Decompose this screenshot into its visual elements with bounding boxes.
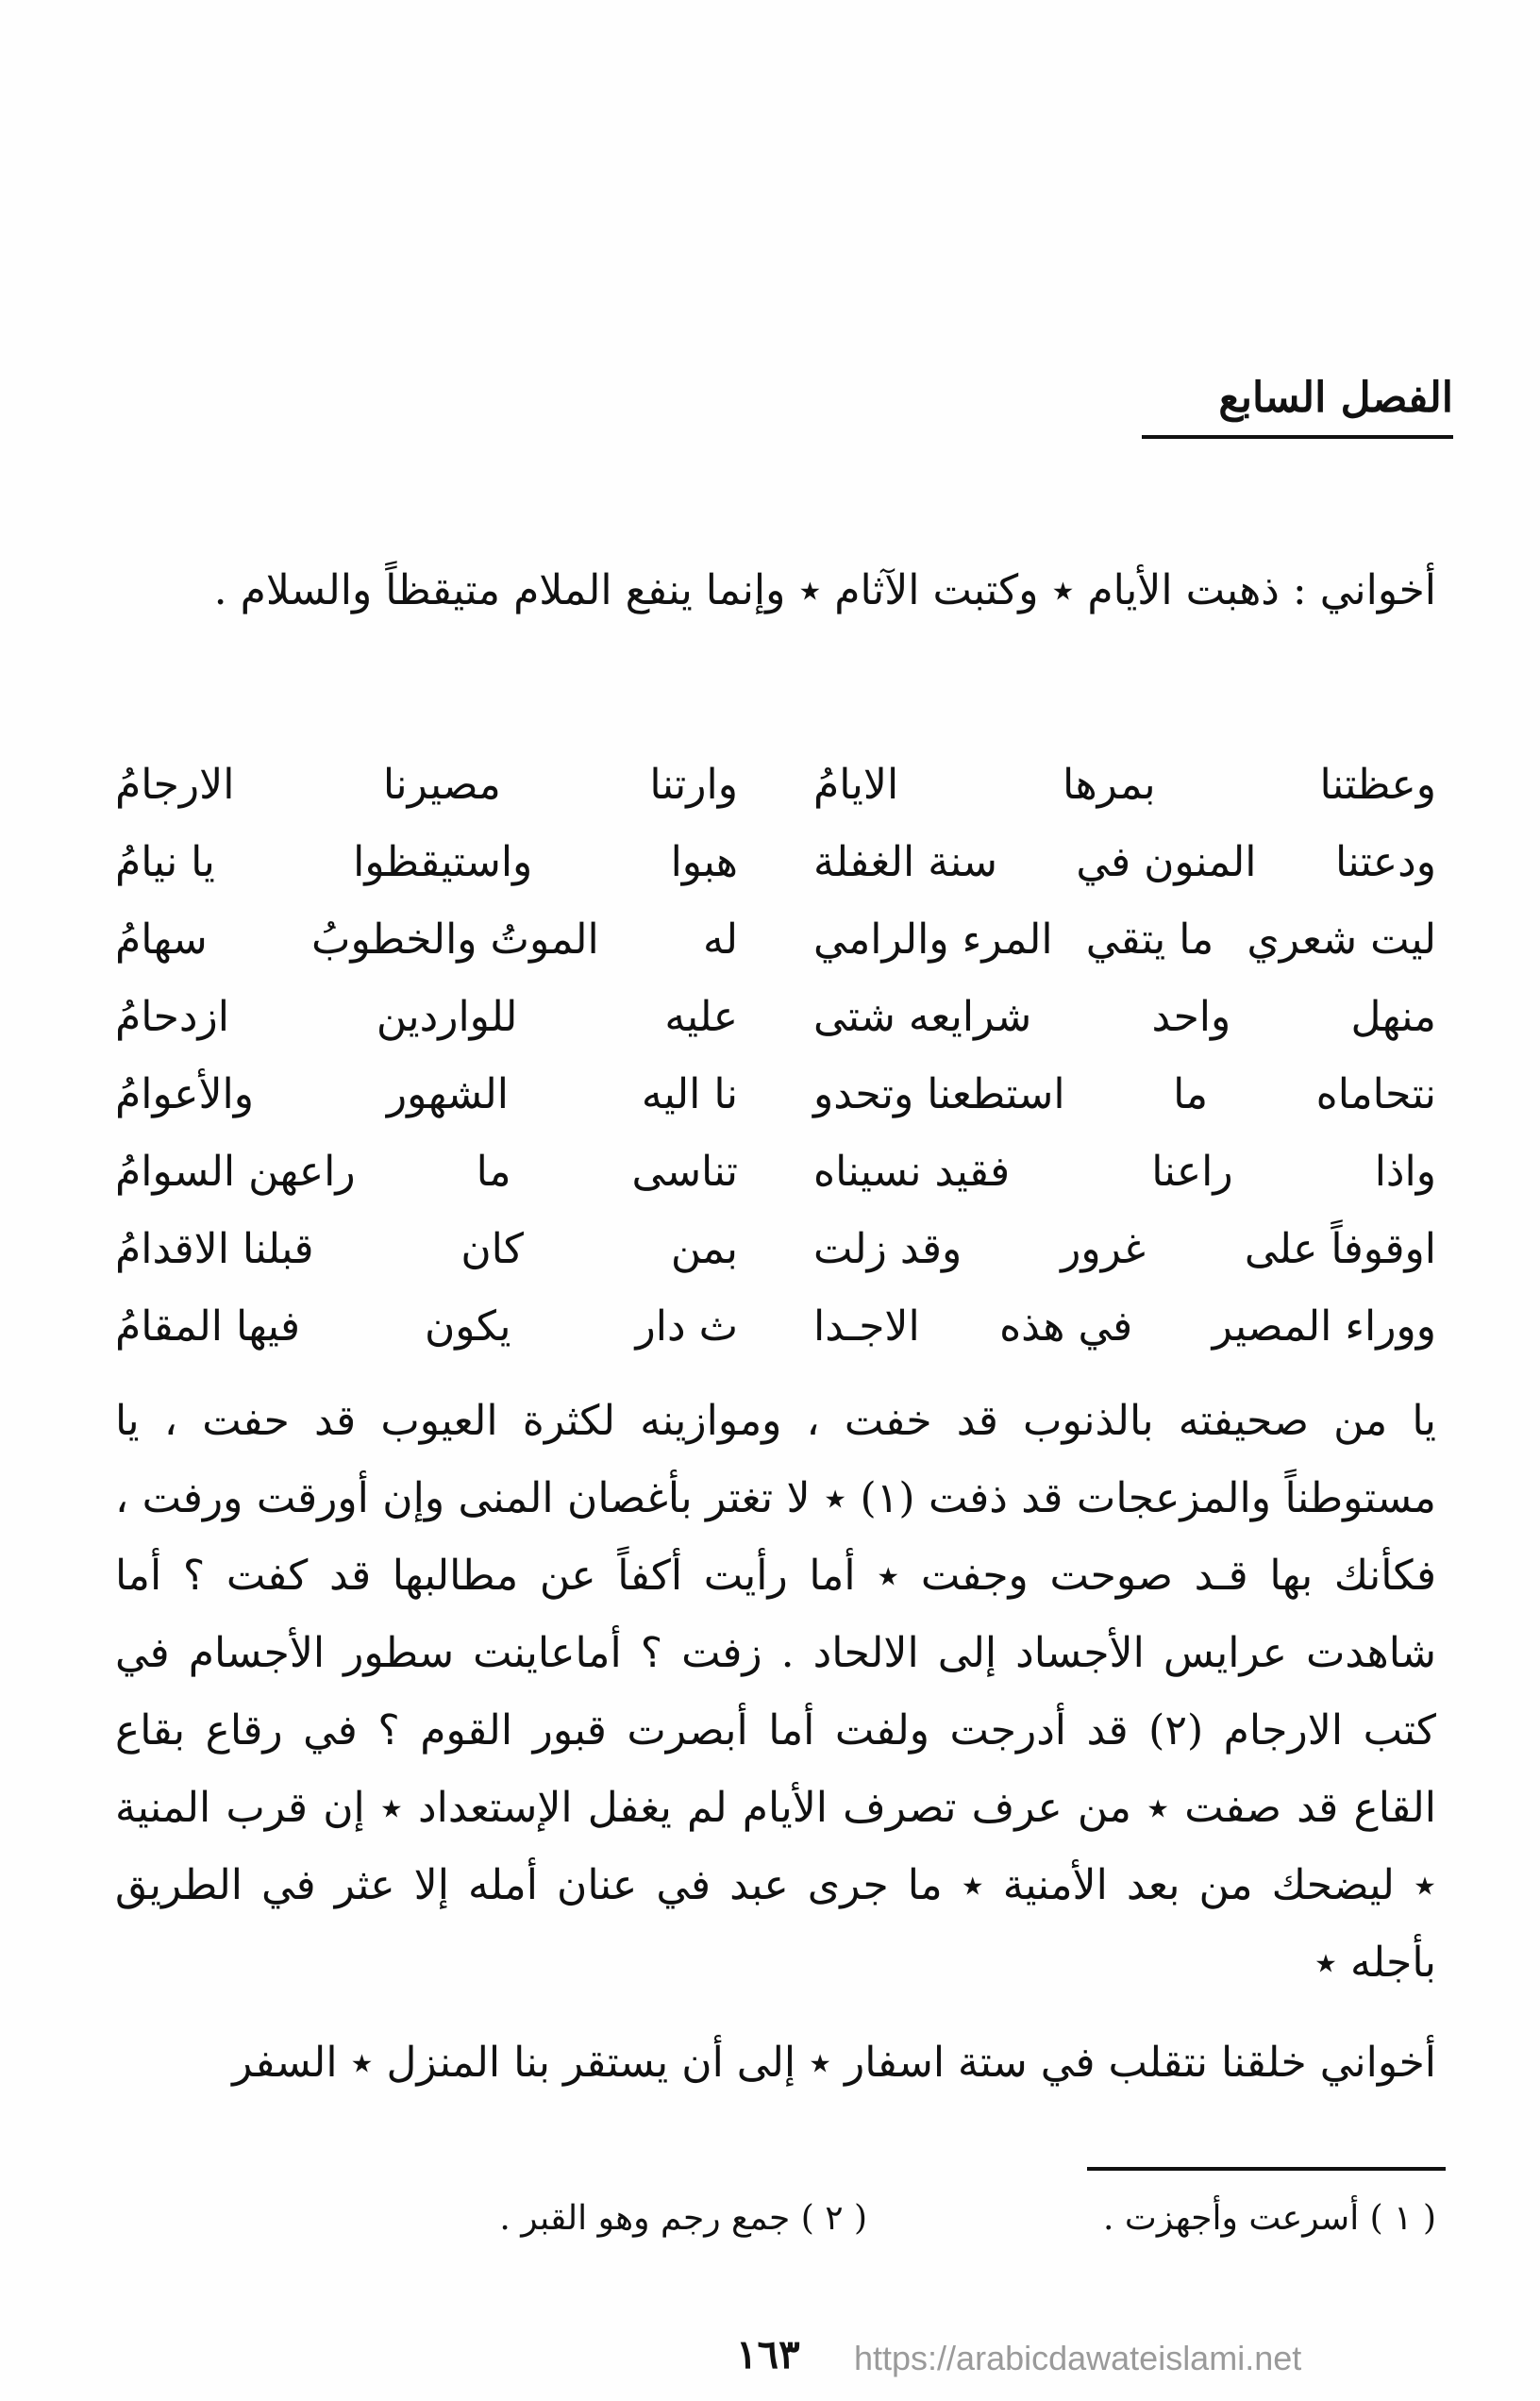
poem-verse [115, 746, 1436, 823]
poem-word: يا نيامُ [115, 837, 215, 886]
poem-verse [115, 900, 1436, 978]
verse-second-hemistich [115, 1148, 738, 1196]
poem-word: ث دار [635, 1301, 738, 1351]
poem-word: عليه [664, 992, 738, 1041]
verse-first-hemistich [813, 1225, 1436, 1273]
poem-word: ودعتنا [1334, 837, 1436, 886]
watermark-url: https://arabicdawateislami.net [854, 2339, 1302, 2377]
poem-word: استطعنا وتحدو [813, 1069, 1065, 1118]
poem-word: قبلنا الاقدامُ [115, 1224, 314, 1273]
verse-second-hemistich [115, 1225, 738, 1273]
poem-word: كان [460, 1224, 524, 1273]
poem-word: له [703, 915, 738, 964]
poem-word: واحد [1151, 992, 1231, 1041]
page-number: ١٦٣ [736, 2331, 800, 2377]
verse-second-hemistich [115, 1070, 738, 1118]
poem-word: واستيقظوا [353, 837, 533, 886]
poem-word: وعظتنا [1319, 760, 1436, 809]
poem-word: بمرها [1063, 760, 1156, 809]
poem-word: شرايعه شتى [813, 992, 1032, 1041]
poem-word: الايامُ [813, 760, 899, 809]
poem-verse [115, 1287, 1436, 1365]
poem-word: سنة الغفلة [813, 837, 997, 886]
footnote-1: ( ١ ) أسرعت وأجهزت . [1103, 2199, 1436, 2238]
poem-word: فقيد نسيناه [813, 1147, 1011, 1196]
poem-verse [115, 823, 1436, 900]
verse-first-hemistich [813, 1302, 1436, 1351]
poem-word: ليت شعري [1247, 915, 1436, 964]
poem-word: سهامُ [115, 915, 208, 964]
poem-verse [115, 1133, 1436, 1210]
footnote-2: ( ٢ ) جمع رجم وهو القبر . [499, 2199, 868, 2238]
poem-word: للواردين [376, 992, 518, 1041]
poem-word: مصيرنا [382, 760, 501, 809]
closing-paragraph: أخواني خلقنا نتقلب في ستة اسفار ٭ إلى أن يستقر بنا المنزل ٭ السفر [232, 2039, 1436, 2087]
poem-word: ما يتقي [1085, 915, 1214, 964]
verse-first-hemistich [813, 1070, 1436, 1118]
poem-verse [115, 1210, 1436, 1287]
verse-first-hemistich [813, 915, 1436, 964]
poem-word: نتحاماه [1315, 1069, 1436, 1118]
poem-word: الارجامُ [115, 760, 235, 809]
poem-word: نا اليه [641, 1069, 738, 1118]
poem-word: الشهور [386, 1069, 510, 1118]
poem-word: راعنا [1151, 1147, 1233, 1196]
poem-word: ما [476, 1147, 511, 1196]
verse-second-hemistich [115, 761, 738, 809]
verse-first-hemistich [813, 838, 1436, 886]
footnote-divider [1087, 2167, 1446, 2171]
poem-word: ما [1173, 1069, 1209, 1118]
poem-word: والأعوامُ [115, 1069, 255, 1118]
chapter-title: الفصل السابع [1142, 374, 1453, 439]
poem-word: في هذه [999, 1301, 1133, 1351]
poem-verse [115, 978, 1436, 1055]
poem-word: غرور [1061, 1224, 1146, 1273]
poem-word: الاجـدا [813, 1301, 920, 1351]
poem-word: منهل [1350, 992, 1436, 1041]
poem-word: المنون في [1076, 837, 1257, 886]
poem-word: الموتُ والخطوبُ [311, 915, 599, 964]
poem-word: اوقوفاً على [1244, 1224, 1436, 1273]
intro-paragraph: أخواني : ذهبت الأيام ٭ وكتبت الآثام ٭ وإنما ينفع الملام متيقظاً والسلام . [213, 566, 1436, 614]
poem-word: فيها المقامُ [115, 1301, 300, 1351]
verse-second-hemistich [115, 915, 738, 964]
verse-first-hemistich [813, 761, 1436, 809]
poem-word: وارتنا [649, 760, 738, 809]
poem-word: تناسى [631, 1147, 738, 1196]
verse-second-hemistich [115, 838, 738, 886]
verse-second-hemistich [115, 993, 738, 1041]
poem-word: راعهن السوامُ [115, 1147, 356, 1196]
poem-word: بمن [670, 1224, 738, 1273]
poem-word: واذا [1374, 1147, 1436, 1196]
poem-word: المرء والرامي [813, 915, 1053, 964]
main-paragraph: يا من صحيفته بالذنوب قد خفت ، وموازينه لكثرة العيوب قد حفت ، يا مستوطناً والمزعجات قد ذفت (١) ٭ لا تغتر بأغصان المنى وإن أورقت ورفت ، فكأنك بها قـد صوحت وجفت ٭ أما رأيت أكفاً عن مطالبها قد كفت ؟ أما شاهدت عرايس الأجساد إلى الالحاد . زفت ؟ أماعاينت سطور الأجسام في كتب الارجام (٢) قد أدرجت ولفت أما أبصرت قبور القوم ؟ في رقاع بقاع القاع قد صفت ٭ من عرف تصرف الأيام لم يغفل الإستعداد ٭ إن قرب المنية ٭ ليضحك من بعد الأمنية ٭ ما جرى عبد في عنان أمله إلا عثر في الطريق بأجله ٭ [115, 1397, 1436, 1987]
footnotes [115, 2199, 1436, 2238]
verse-second-hemistich [115, 1302, 738, 1351]
poem [115, 746, 1436, 1365]
poem-verse [115, 1055, 1436, 1133]
poem-word: هبوا [670, 837, 738, 886]
verse-first-hemistich [813, 1148, 1436, 1196]
poem-word: ازدحامُ [115, 992, 229, 1041]
verse-first-hemistich [813, 993, 1436, 1041]
poem-word: ووراء المصير [1212, 1301, 1436, 1351]
poem-word: وقد زلت [813, 1224, 962, 1273]
poem-word: يكون [424, 1301, 511, 1351]
